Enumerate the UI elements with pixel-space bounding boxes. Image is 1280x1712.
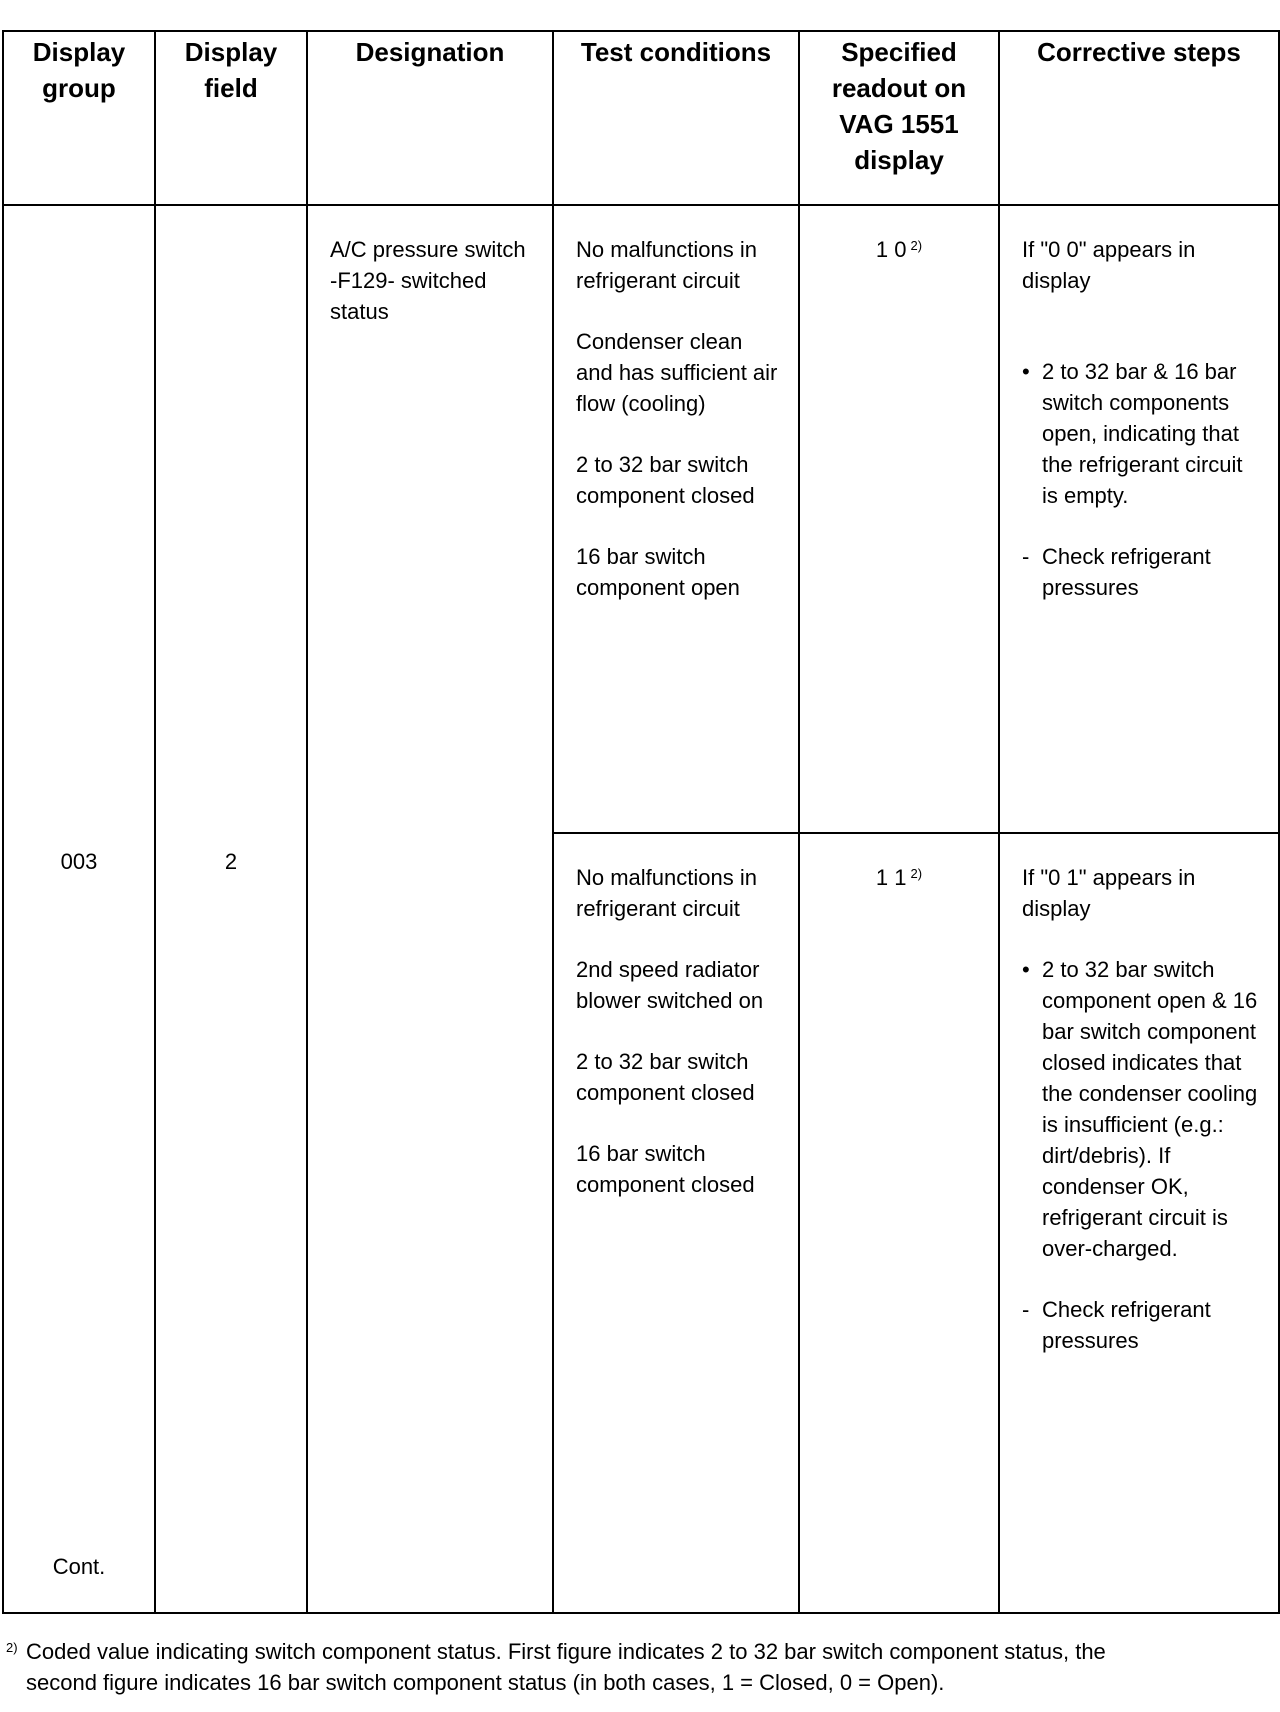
- corrective-intro: If "0 0" appears in display: [1022, 237, 1196, 293]
- header-row: [3, 31, 1279, 205]
- footnote: [6, 1636, 1106, 1698]
- condition-text: 16 bar switch component open: [576, 544, 740, 600]
- header-designation: Designation: [307, 31, 553, 205]
- readout-cell: [799, 833, 999, 1613]
- header-test-conditions: Test conditions: [553, 31, 799, 205]
- footnote-ref: 2): [910, 866, 923, 881]
- designation-cell: [307, 205, 553, 1613]
- condition-text: 2nd speed radiator blower switched on: [576, 957, 764, 1013]
- footnote-ref: 2): [910, 238, 923, 253]
- readout-value: 1 1 $^{2)}$: [875, 865, 923, 890]
- corrective-step: - Check refrigerant pressures: [1022, 541, 1260, 603]
- condition-text: No malfunctions in refrigerant circuit: [576, 237, 757, 293]
- display-group-cont: Cont.: [52, 1554, 106, 1579]
- corrective-step: • 2 to 32 bar switch component open & 16 bar switch component closed indicates that the condenser cooling is insufficient (e.g.: dirt/debris). If condenser OK, refrigerant circuit is over-charged.: [1022, 954, 1260, 1264]
- corrective-step: - Check refrigerant pressures: [1022, 1294, 1260, 1356]
- designation-text: A/C pressure switch -F129- switched status: [330, 237, 526, 324]
- condition-text: Condenser clean and has sufficient air flow (cooling): [576, 329, 778, 416]
- test-conditions-cell: [553, 833, 799, 1613]
- corrective-step-list: [1022, 356, 1260, 603]
- condition-text: 2 to 32 bar switch component closed: [576, 452, 755, 508]
- bullet-marker: •: [1022, 359, 1030, 384]
- test-conditions-cell: [553, 205, 799, 833]
- header-specified-readout: Specified readout on VAG 1551 display: [799, 31, 999, 205]
- corrective-steps-cell: [999, 833, 1279, 1613]
- bullet-marker: •: [1022, 957, 1030, 982]
- condition-text: 2 to 32 bar switch component closed: [576, 1049, 755, 1105]
- corrective-intro: If "0 1" appears in display: [1022, 865, 1196, 921]
- readout-value: 1 0 $^{2)}$: [875, 237, 923, 262]
- dash-marker: -: [1022, 544, 1030, 569]
- readout-cell: [799, 205, 999, 833]
- diagnostic-table: [2, 30, 1280, 1614]
- corrective-steps-cell: [999, 205, 1279, 833]
- header-display-group: Display group: [3, 31, 155, 205]
- footnote-mark: 2): [6, 1640, 18, 1655]
- condition-text: No malfunctions in refrigerant circuit: [576, 865, 757, 921]
- header-display-field: Display field: [155, 31, 307, 205]
- display-field-value: 2: [224, 849, 238, 874]
- table-row: [3, 205, 1279, 833]
- display-group-value: 003: [60, 849, 98, 874]
- dash-marker: -: [1022, 1297, 1030, 1322]
- footnote-text: Coded value indicating switch component status. First figure indicates 2 to 32 bar switch component status, the second figure indicates 16 bar switch component status (in both cases, 1 = Closed, 0 = Open).: [26, 1639, 1106, 1695]
- corrective-step: • 2 to 32 bar & 16 bar switch components open, indicating that the refrigerant circuit is empty.: [1022, 356, 1260, 511]
- display-field-cell: [155, 205, 307, 1613]
- corrective-step-list: [1022, 954, 1260, 1356]
- display-group-cell: [3, 205, 155, 1613]
- condition-text: 16 bar switch component closed: [576, 1141, 755, 1197]
- header-corrective-steps: Corrective steps: [999, 31, 1279, 205]
